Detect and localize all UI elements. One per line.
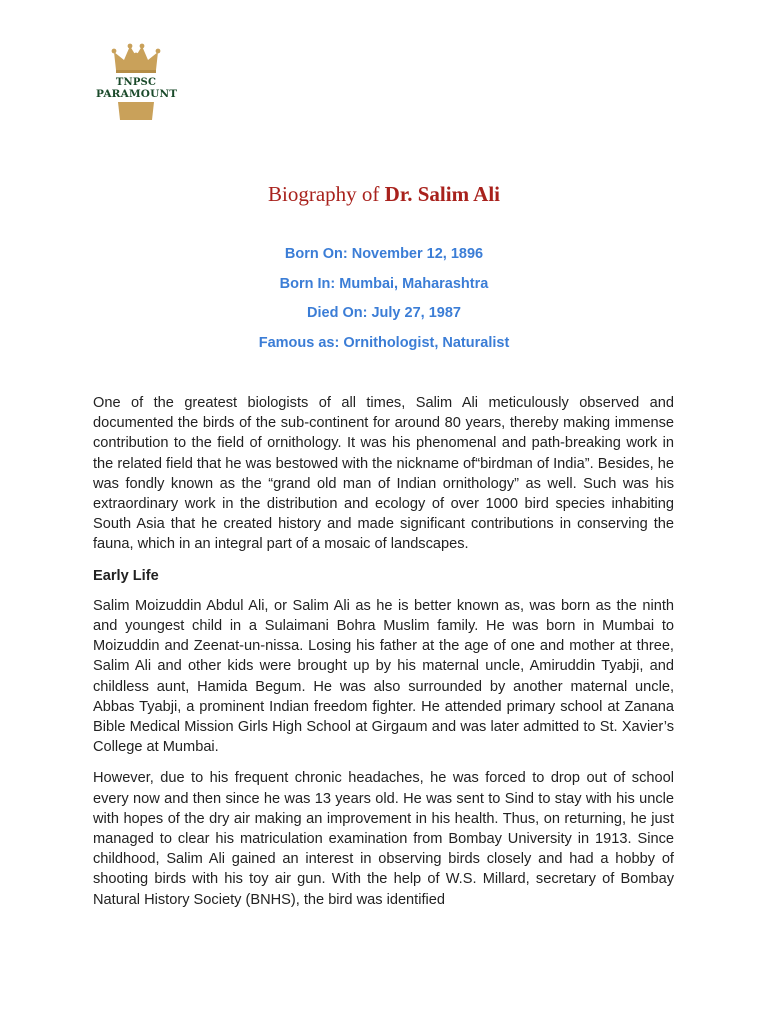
fact-died-on: Died On: July 27, 1987	[307, 305, 461, 322]
body-paragraph: However, due to his frequent chronic headaches, he was forced to drop out of school every now and then since he was 13 years old. He was sent to Sind to stay with his uncle with hopes of the dry air making an improvement in his health. Thus, on returning, he just managed to clear his matriculation examination from Bombay University in 1913. Since childhood, Salim Ali gained an interest in observing birds closely and had a hobby of shooting birds with his toy air gun. With the help of W.S. Millard, secretary of Bombay Natural History Society (BNHS), the bird was identified	[93, 770, 674, 908]
body-paragraph: Salim Moizuddin Abdul Ali, or Salim Ali as he is better known as, was born as the ninth and youngest child in a Sulaimani Bohra Muslim family. He was born in Mumbai to Moizuddin and Zeenat-un-nissa. Losing his father at the age of one and mother at three, Salim Ali and other kids were brought up by his maternal uncle, Amiruddin Tyabji, and childless aunt, Hamida Begum. He was also surrounded by another maternal uncle, Abbas Tyabji, a prominent Indian freedom fighter. He attended primary school at Zanana Bible Medical Mission Girls High School at Girgaum and was later admitted to St. Xavier’s College at Mumbai.	[93, 597, 674, 756]
tnpsc-paramount-logo	[96, 42, 176, 124]
section-heading: Early Life	[93, 567, 159, 584]
title-prefix: Biography of	[268, 182, 385, 206]
logo-text-line1: TNPSC	[115, 77, 157, 88]
article-body	[93, 393, 674, 921]
page-title	[0, 182, 768, 207]
fact-born-on: Born On: November 12, 1896	[284, 246, 484, 262]
quick-facts	[0, 244, 768, 363]
fact-born-in: Born In: Mumbai, Maharashtra	[279, 275, 489, 292]
title-name: Dr. Salim Ali	[384, 182, 500, 206]
logo-text-line2: PARAMOUNT	[96, 88, 178, 100]
intro-paragraph: One of the greatest biologists of all times, Salim Ali meticulously observed and documented the birds of the sub-continent for around 80 years, thereby making immense contribution to the field of ornithology. It was his phenomenal and path-breaking work in the related field that he was bestowed with the nickname of“birdman of India”. Besides, he was fondly known as the “grand old man of Indian ornithology” as well. Such was his extraordinary work in the distribution and ecology of over 1000 bird species inhabiting South Asia that he created history and made significant contributions in conserving the fauna, which in an integral part of a mosaic of landscapes.	[93, 395, 674, 553]
fact-famous-as: Famous as: Ornithologist, Naturalist	[258, 335, 510, 352]
